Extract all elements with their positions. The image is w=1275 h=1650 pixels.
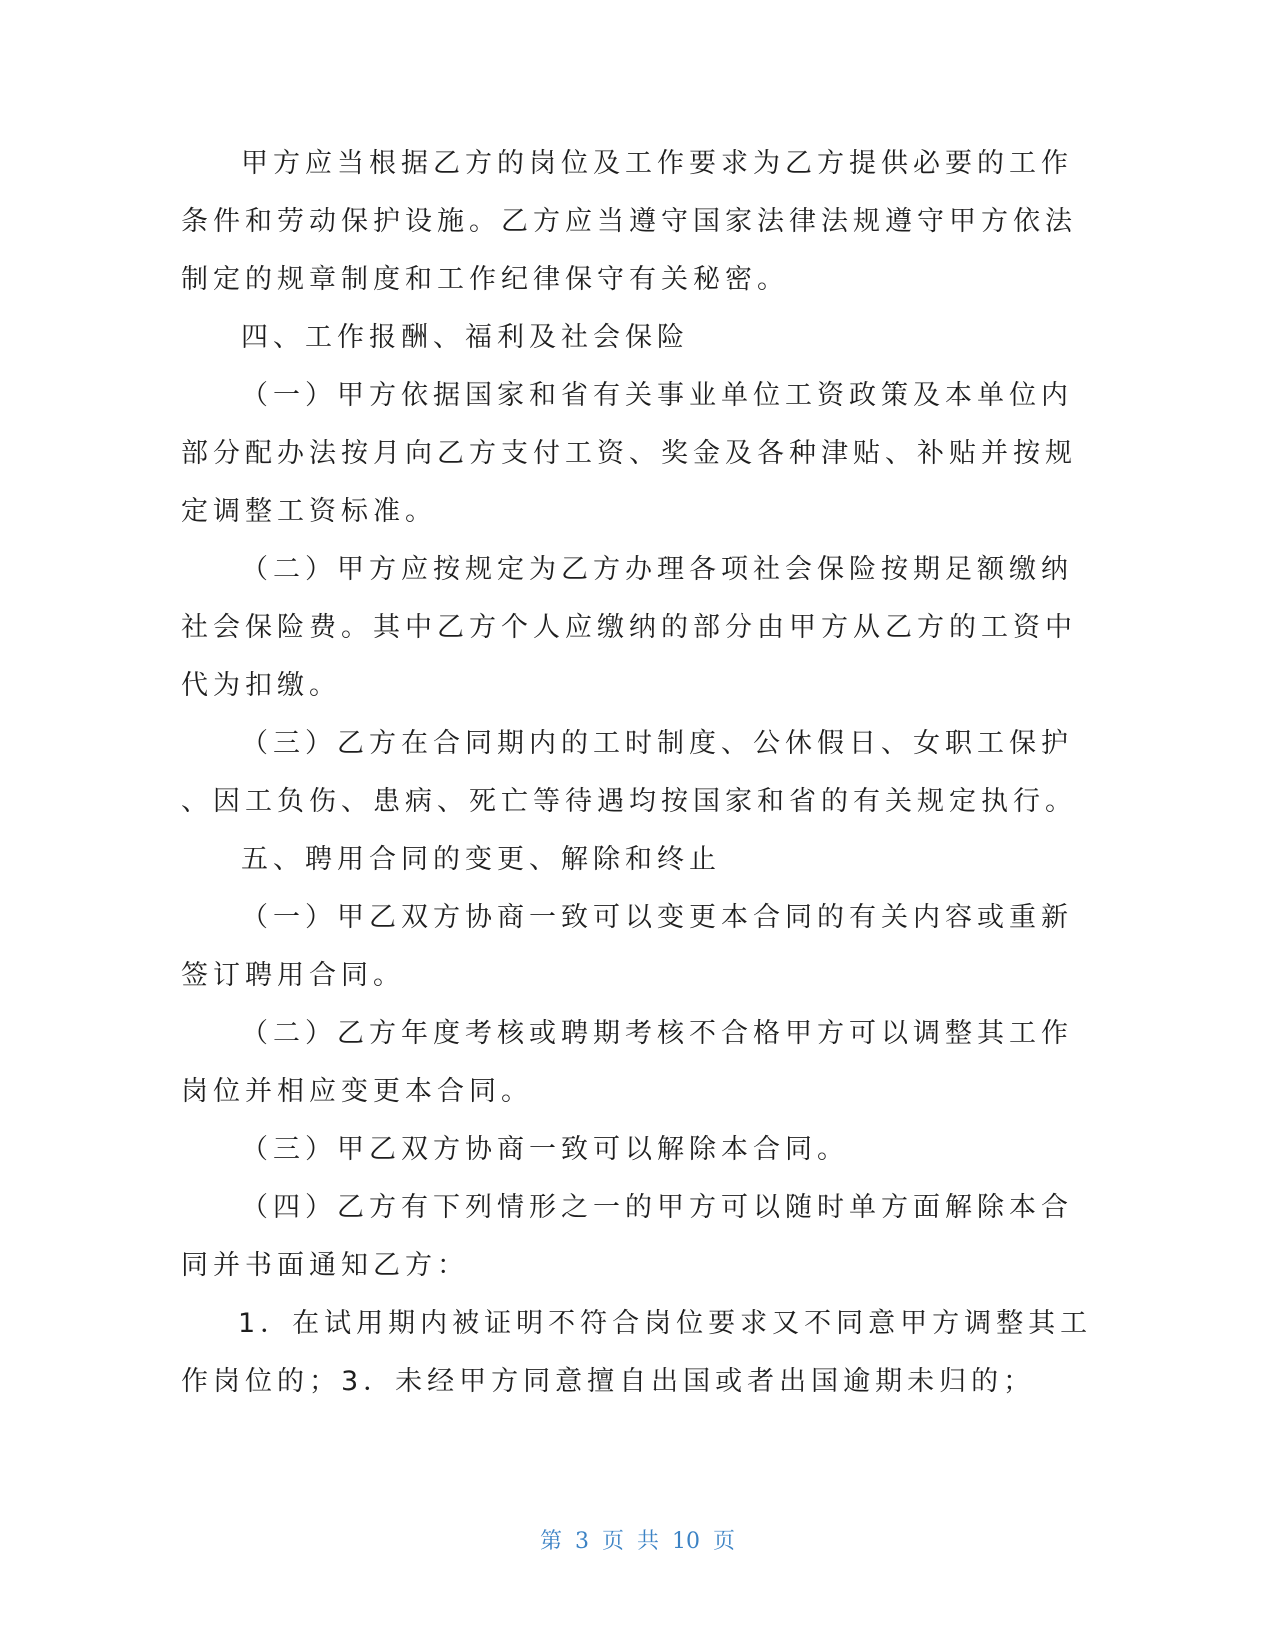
section-heading: 五、聘用合同的变更、解除和终止 — [241, 844, 721, 875]
paragraph-line: 岗位并相应变更本合同。 — [181, 1076, 533, 1107]
paragraph-line: 代为扣缴。 — [181, 670, 341, 701]
paragraph-line: 制定的规章制度和工作纪律保守有关秘密。 — [181, 264, 789, 295]
paragraph-line: （四）乙方有下列情形之一的甲方可以随时单方面解除本合 — [241, 1192, 1073, 1223]
paragraph-line: 部分配办法按月向乙方支付工资、奖金及各种津贴、补贴并按规 — [181, 438, 1077, 469]
paragraph-line: 甲方应当根据乙方的岗位及工作要求为乙方提供必要的工作 — [241, 148, 1073, 179]
paragraph-line: 同并书面通知乙方： — [181, 1250, 469, 1281]
paragraph-line: （二）甲方应按规定为乙方办理各项社会保险按期足额缴纳 — [241, 554, 1073, 585]
paragraph-line: 、因工负伤、患病、死亡等待遇均按国家和省的有关规定执行。 — [181, 786, 1077, 817]
paragraph-line: （一）甲方依据国家和省有关事业单位工资政策及本单位内 — [241, 380, 1073, 411]
paragraph-line: 签订聘用合同。 — [181, 960, 405, 991]
paragraph-line: 定调整工资标准。 — [181, 496, 437, 527]
document-body — [181, 135, 1093, 1411]
paragraph-line: （二）乙方年度考核或聘期考核不合格甲方可以调整其工作 — [241, 1018, 1073, 1049]
paragraph-line: （三）甲乙双方协商一致可以解除本合同。 — [241, 1134, 849, 1165]
paragraph-line: （三）乙方在合同期内的工时制度、公休假日、女职工保护 — [241, 728, 1073, 759]
list-item-line: 作岗位的；3．未经甲方同意擅自出国或者出国逾期未归的； — [181, 1366, 1036, 1397]
section-heading: 四、工作报酬、福利及社会保险 — [241, 322, 689, 353]
paragraph-line: 社会保险费。其中乙方个人应缴纳的部分由甲方从乙方的工资中 — [181, 612, 1077, 643]
paragraph-line: （一）甲乙双方协商一致可以变更本合同的有关内容或重新 — [241, 902, 1073, 933]
list-item-line: 1．在试用期内被证明不符合岗位要求又不同意甲方调整其工 — [238, 1308, 1093, 1339]
paragraph-line: 条件和劳动保护设施。乙方应当遵守国家法律法规遵守甲方依法 — [181, 206, 1077, 237]
page-number-footer: 第 3 页 共 10 页 — [540, 1529, 735, 1554]
